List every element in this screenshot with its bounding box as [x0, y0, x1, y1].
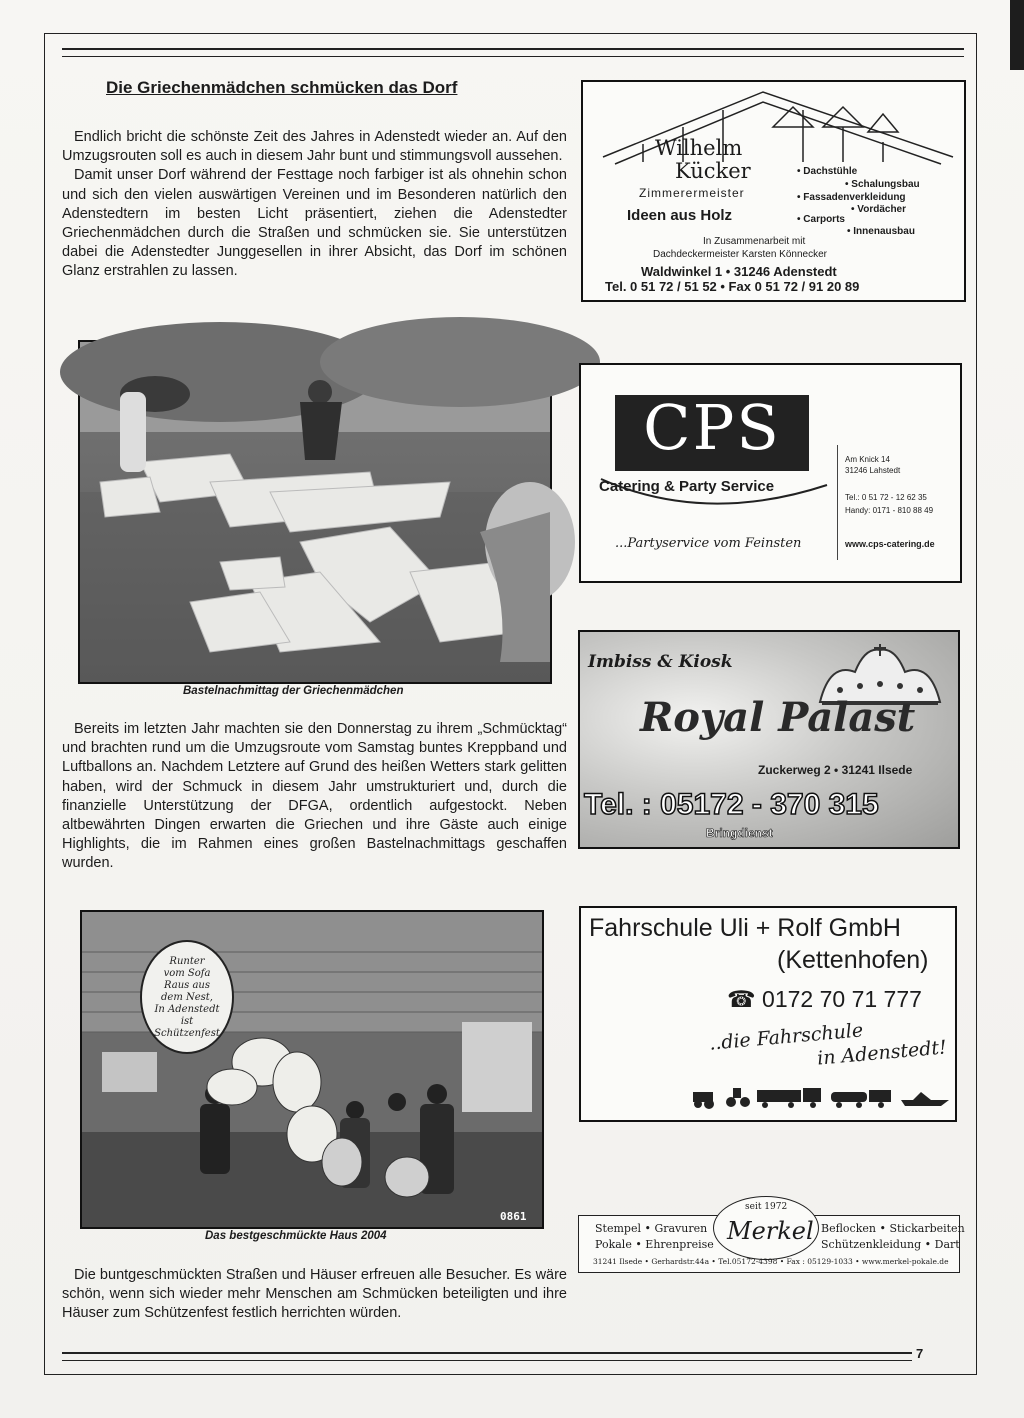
- phone-icon: ☎: [727, 986, 763, 1012]
- photo-number: 0861: [500, 1210, 527, 1223]
- kuecker-slogan: Ideen aus Holz: [627, 207, 733, 224]
- kuecker-service-4: • Vordächer: [851, 204, 906, 215]
- merkel-footer: 31241 Ilsede • Gerhardstr.44a • Tel.05172-4398 • Fax : 05129-1033 • www.merkel-pokale.de: [593, 1257, 949, 1266]
- cps-city: 31246 Lahstedt: [845, 466, 901, 475]
- paragraph-2: Damit unser Dorf während der Festtage noch farbiger ist als ohnehin schon und sich den vielen auswärtigen Vereinen und im Besonderen natürlich den Adenstedtern im besten Licht präsentiert, ziehen die Adenstedter Griechenmädchen durch die Straßen und schmücken sie. Sie unterstützen dabei die Adenstedter Junggesellen in ihrer Absicht, das Dorf im schönen Glanz erstrahlen zu lassen.: [62, 167, 567, 280]
- kuecker-trade: Zimmerermeister: [639, 186, 745, 200]
- top-rule: [62, 48, 964, 57]
- merkel-right-1: Beflocken • Stickarbeiten: [821, 1222, 965, 1235]
- merkel-name: Merkel: [727, 1217, 814, 1245]
- kuecker-service-6: • Innenausbau: [847, 226, 915, 237]
- kuecker-service-5: • Carports: [797, 214, 845, 225]
- royal-name: Royal Palast: [640, 694, 916, 741]
- royal-phone: Tel. : 05172 - 370 315: [584, 788, 879, 821]
- kuecker-coop-1: In Zusammenarbeit mit: [703, 236, 806, 247]
- article-closing: [62, 1266, 567, 1324]
- photo-crafting-illustration: [80, 342, 550, 682]
- photo2-caption: Das bestgeschmückte Haus 2004: [205, 1230, 387, 1242]
- kuecker-name-1: Wilhelm: [655, 136, 743, 160]
- royal-address: Zuckerweg 2 • 31241 Ilsede: [758, 763, 913, 777]
- cps-divider: [837, 445, 838, 560]
- ad-cps-catering: [579, 363, 962, 583]
- fahrschule-name: Fahrschule Uli + Rolf GmbH: [589, 914, 901, 942]
- cps-subtitle: Catering & Party Service: [599, 478, 775, 495]
- sign-line-7: Schützenfest: [154, 1028, 220, 1039]
- photo-house-illustration: [82, 912, 542, 1227]
- photo1-caption: Bastelnachmittag der Griechenmädchen: [183, 685, 404, 697]
- photo-best-decorated-house: [80, 910, 544, 1229]
- ad-fahrschule: [579, 906, 957, 1122]
- kuecker-coop-2: Dachdeckermeister Karsten Könnecker: [653, 249, 827, 260]
- ad-royal-palast: [578, 630, 960, 849]
- kuecker-address: Waldwinkel 1 • 31246 Adenstedt: [641, 264, 837, 279]
- cps-logo: CPS: [643, 391, 781, 464]
- sign-line-2: vom Sofa: [163, 968, 211, 979]
- kuecker-service-2: • Schalungsbau: [845, 179, 920, 190]
- kuecker-phone: Tel. 0 51 72 / 51 52 • Fax 0 51 72 / 91 20 89: [605, 279, 860, 294]
- cps-web: www.cps-catering.de: [845, 539, 935, 549]
- binding-shadow: [1010, 0, 1024, 70]
- cps-handy: Handy: 0171 - 810 88 49: [845, 506, 934, 515]
- paragraph-4: Die buntgeschmückten Straßen und Häuser erfreuen alle Besucher. Es wäre schön, wenn sich wieder mehr Menschen am Schmücken beteiligten und ihre Häuser zum Schützenfest festlich herrichten würden.: [62, 1267, 567, 1322]
- article-title: Die Griechenmädchen schmücken das Dorf: [106, 78, 458, 97]
- article-middle: [62, 720, 567, 874]
- fahrschule-phone-row: [727, 986, 922, 1013]
- sign-line-6: ist: [180, 1016, 194, 1027]
- royal-kicker: Imbiss & Kiosk: [588, 652, 733, 672]
- merkel-since: seit 1972: [745, 1202, 788, 1212]
- fahrschule-slogan-1: ..die Fahrschule: [708, 1019, 865, 1055]
- kuecker-service-3: • Fassadenverkleidung: [797, 192, 906, 203]
- vehicles-icon: [691, 1084, 951, 1114]
- kuecker-name-2: Kücker: [675, 159, 751, 183]
- paragraph-1: Endlich bricht die schönste Zeit des Jahres in Adenstedt wieder an. Auf den Umzugsrouten soll es auch in diesem Jahr bunt und stimmungsvoll aussehen.: [62, 129, 567, 165]
- merkel-left-2: Pokale • Ehrenpreise: [595, 1238, 714, 1251]
- page-number: 7: [916, 1346, 924, 1361]
- ad-merkel: [578, 1202, 965, 1273]
- merkel-left-1: Stempel • Gravuren: [595, 1222, 708, 1235]
- sign-line-4: dem Nest,: [161, 992, 213, 1003]
- article-intro: [62, 128, 567, 282]
- roof-truss-icon: [583, 82, 964, 182]
- bottom-rule: [62, 1352, 912, 1361]
- sign-line-3: Raus aus: [163, 980, 211, 991]
- ad-kuecker: [581, 80, 966, 302]
- royal-service: Bringdienst: [706, 826, 773, 840]
- fahrschule-slogan-2: in Adenstedt!: [816, 1036, 948, 1070]
- photo-crafting-afternoon: [78, 340, 552, 684]
- merkel-right-2: Schützenkleidung • Dart: [821, 1238, 960, 1251]
- cps-street: Am Knick 14: [845, 455, 890, 464]
- fahrschule-phone: 0172 70 71 777: [762, 986, 922, 1012]
- kuecker-service-1: • Dachstühle: [797, 166, 858, 177]
- sign-line-1: Runter: [169, 956, 205, 967]
- fahrschule-place: (Kettenhofen): [777, 946, 929, 974]
- cps-tel: Tel.: 0 51 72 - 12 62 35: [845, 493, 927, 502]
- cps-tagline: ...Partyservice vom Feinsten: [615, 536, 802, 551]
- paragraph-3: Bereits im letzten Jahr machten sie den Donnerstag zu ihrem „Schmücktag“ und brachten rund um die Umzugsroute vom Samstag buntes Kreppband und Luftballons an. Nachdem Letztere auf Grund des heißen Wetters stark gelitten haben, wird der Schmuck in diesem Jahr umstrukturiert und, durch die finanzielle Unterstützung der DFGA, ordentlich aufgestockt. Neben altbewährten Dingen erwarten die Griechen und ihre Gäste auch einige Highlights, die im Rahmen eines großen Bastelnachmittags geschaffen wurden.: [62, 721, 567, 872]
- sign-line-5: In Adenstedt: [154, 1004, 220, 1015]
